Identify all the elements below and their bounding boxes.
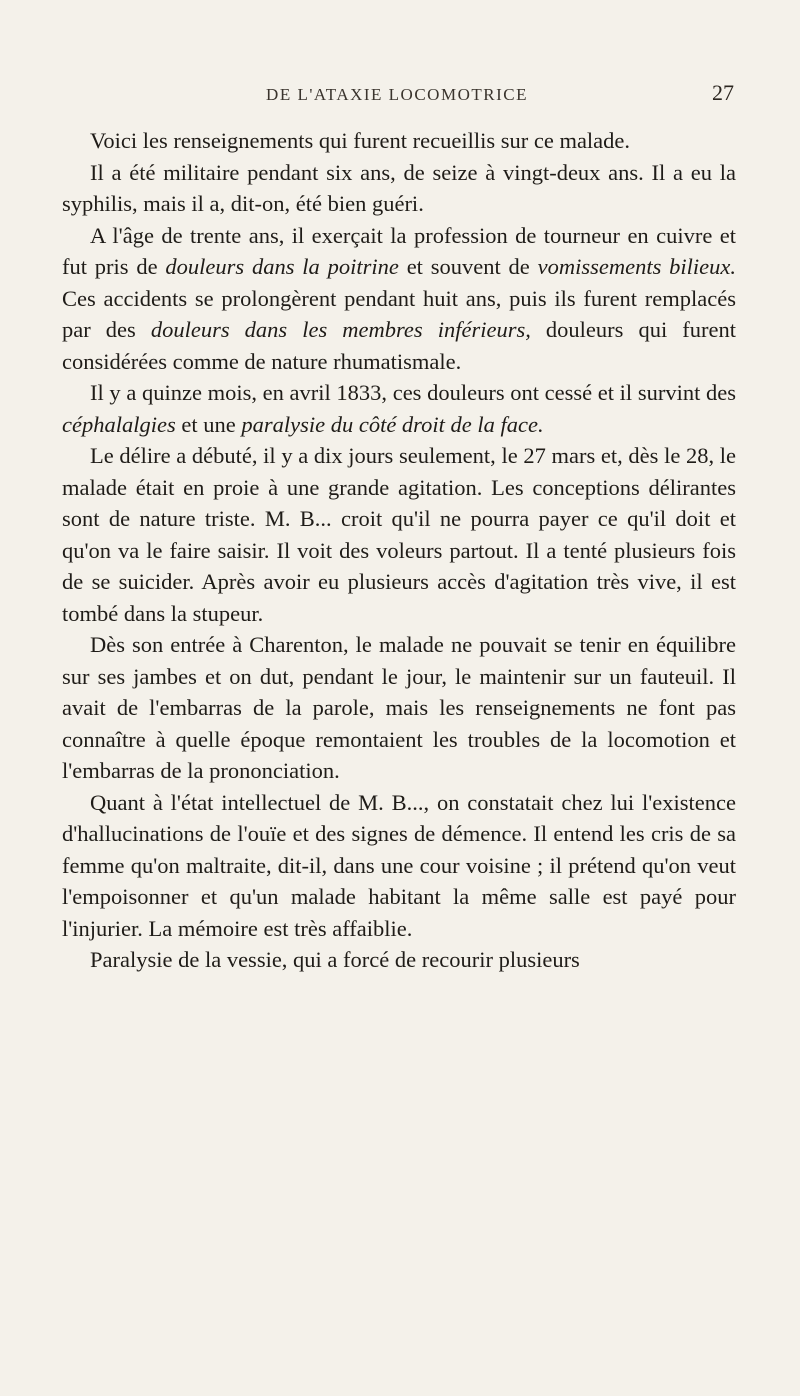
page-number: 27 (712, 80, 734, 105)
body-text (62, 125, 736, 976)
text-run: Il y a quinze mois, en avril 1833, ces douleurs ont cessé et il survint des (90, 380, 736, 405)
italic-phrase: vomissements bilieux. (537, 254, 736, 279)
page-header (60, 80, 734, 115)
text-run: Voici les renseignements qui furent recueillis sur ce malade. (90, 128, 631, 153)
text-run: Il a été militaire pendant six ans, de seize à vingt-deux ans. Il a eu la syphilis, mais il a, dit-on, été bien guéri. (62, 159, 736, 216)
text-run: et souvent de (398, 254, 538, 279)
running-head: DE L'ATAXIE LOCOMOTRICE (266, 85, 528, 104)
paragraph (62, 787, 736, 945)
paragraph (62, 125, 736, 157)
italic-phrase: céphalalgies (62, 411, 176, 437)
paragraph (62, 440, 736, 629)
text-run: Ces accidents se prolongèrent pendant huit ans, puis ils furent remplacés par des (62, 285, 736, 342)
paragraph (62, 157, 736, 220)
text-run: Quant à l'état intellectuel de M. B..., on constatait chez lui l'existence d'hallucinations de l'ouïe et des signes de démence. Il entend les cris de sa femme qu'on maltraite, dit-il, dans une cour voisine ; il prétend qu'on veut l'empoisonner et qu'un malade habitant la même salle est payé pour l'injurier. La mémoire est très affaiblie. (62, 789, 736, 941)
text-run: Paralysie de la vessie, qui a forcé de recourir plusieurs (90, 947, 580, 972)
paragraph (62, 220, 736, 378)
paragraph (62, 377, 736, 440)
text-run: A l'âge de trente ans, il exerçait la profession de tourneur en cuivre et fut pris de (62, 222, 736, 279)
italic-phrase: douleurs dans les membres inférieurs, (150, 317, 531, 342)
text-run: douleurs qui furent considérées comme de nature rhumatismale. (62, 317, 736, 374)
text-run: et une (175, 411, 242, 437)
paragraph (62, 629, 736, 787)
paragraph (62, 944, 736, 976)
text-run: Le délire a débuté, il y a dix jours seulement, le 27 mars et, dès le 28, le malade était en proie à une grande agitation. Les conceptions délirantes sont de nature triste. M. B... croit qu'il ne pourra payer ce qu'il doit et qu'on va le faire saisir. Il voit des voleurs partout. Il a tenté plusieurs fois de se suicider. Après avoir eu plusieurs accès d'agitation très vive, il est tombé dans la stupeur. (62, 443, 736, 626)
italic-phrase: paralysie du côté droit de la face. (241, 411, 544, 437)
text-run: Dès son entrée à Charenton, le malade ne pouvait se tenir en équilibre sur ses jambes et on dut, pendant le jour, le maintenir sur un fauteuil. Il avait de l'embarras de la parole, mais les renseignements ne font pas connaître à quelle époque remontaient les troubles de la locomotion et l'embarras de la prononciation. (62, 632, 736, 783)
italic-phrase: douleurs dans la poitrine (165, 254, 399, 279)
